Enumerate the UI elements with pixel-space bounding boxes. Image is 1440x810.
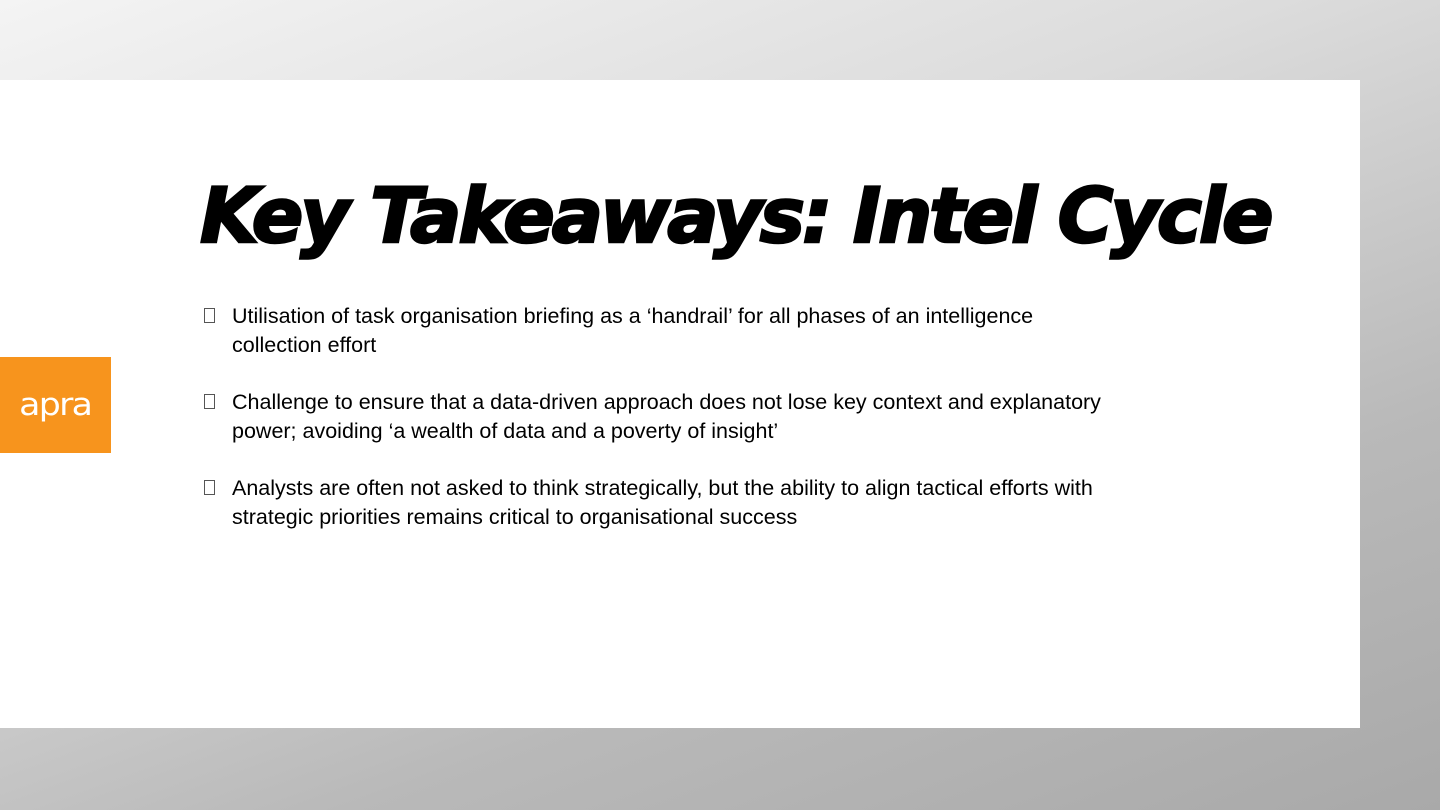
bullet-item [204, 474, 1104, 532]
brand-logo [0, 357, 111, 453]
missing-glyph-box-icon [204, 480, 215, 495]
missing-glyph-box-icon [204, 394, 215, 409]
bullet-item [204, 388, 1104, 446]
bullet-text: Analysts are often not asked to think strategically, but the ability to align tactical efforts with strategic priorities remains critical to organisational success [232, 476, 1093, 529]
missing-glyph-box-icon [204, 308, 215, 323]
bullet-item [204, 302, 1104, 360]
slide-title: Key Takeaways: Intel Cycle [200, 171, 1271, 260]
bullet-text: Utilisation of task organisation briefing as a ‘handrail’ for all phases of an intelligence collection effort [232, 304, 1034, 357]
bullet-list [204, 302, 1104, 560]
logo-text: apra [19, 386, 92, 423]
bullet-text: Challenge to ensure that a data-driven approach does not lose key context and explanatory power; avoiding ‘a wealth of data and a poverty of insight’ [232, 390, 1101, 443]
